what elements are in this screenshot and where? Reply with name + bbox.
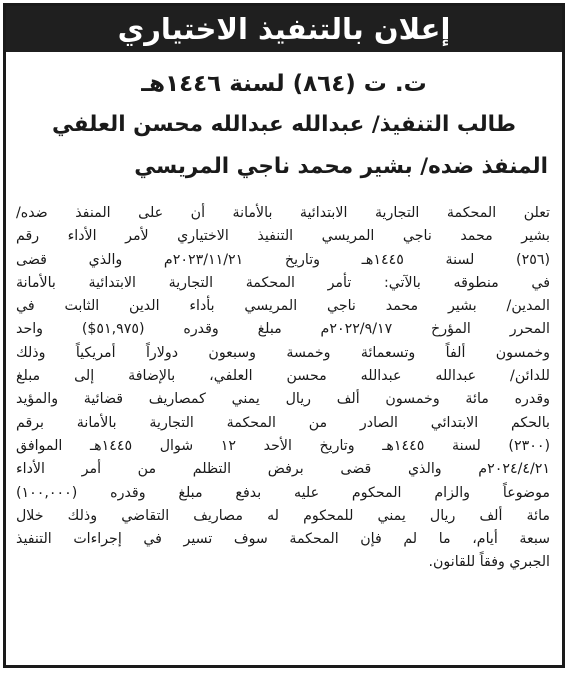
body-line: (٢٣٠٠) لسنة ١٤٤٥هـ وتاريخ الأحد ١٢ شوال ١٤٤٥هـ الموافق xyxy=(16,437,550,454)
body-line: مائة ألف ريال يمني للمحكوم له مصاريف التقاضي وذلك خلال xyxy=(16,507,550,524)
body-line: في منطوقه بالآتي: تأمر المحكمة التجارية الابتدائية بالأمانة xyxy=(16,274,550,291)
body-line: المحرر المؤرخ ٢٠٢٢/٩/١٧م مبلغ وقدره (٥١,٩٧٥$) واحد xyxy=(16,321,550,338)
body-line: موضوعاً والزام المحكوم عليه بدفع مبلغ وقدره (١٠٠,٠٠٠) xyxy=(16,484,550,501)
body-line: وخمسون ألفاً وتسعمائة وخمسة وسبعون دولاراً أمريكياً وذلك xyxy=(16,344,550,361)
body-line: تعلن المحكمة التجارية الابتدائية بالأمانة أن على المنفذ ضده/ xyxy=(16,205,550,221)
body-line: ٢٠٢٤/٤/٢١م والذي قضى برفض التظلم من أمر الأداء xyxy=(16,461,550,478)
body-line: (٢٥٦) لسنة ١٤٤٥هـ وتاريخ ٢٠٢٣/١١/٢١م والذي قضى xyxy=(16,251,550,268)
body-line: بالحكم الابتدائي الصادر من المحكمة التجارية بالأمانة برقم xyxy=(16,414,550,431)
notice-heading-block xyxy=(16,64,552,188)
body-line: المدين/ بشير محمد ناجي المريسي بأداء الدين الثابت في xyxy=(16,298,550,315)
body-line: بشير محمد ناجي المريسي التنفيذ الاختياري لأمر الأداء رقم xyxy=(16,228,550,245)
body-line: سبعة أيام، ما لم فإن المحكمة سوف تسير في إجراءات التنفيذ xyxy=(16,531,550,548)
execution-debtor: المنفذ ضده/ بشير محمد ناجي المريسي xyxy=(134,154,548,179)
body-line: الجبري وفقاً للقانون. xyxy=(428,554,550,571)
notice-header-bar xyxy=(6,6,562,52)
body-line: للدائن/ عبدالله عبدالله محسن العلفي، بالإضافة إلى مبلغ xyxy=(16,368,550,385)
case-number: ت. ت (٨٦٤) لسنة ١٤٤٦هـ xyxy=(141,71,427,97)
notice-body xyxy=(16,202,550,575)
execution-applicant: طالب التنفيذ/ عبدالله عبدالله محسن العلفي xyxy=(52,112,516,137)
notice-box xyxy=(3,3,565,668)
notice-title: إعلان بالتنفيذ الاختياري xyxy=(117,12,451,46)
body-line: وقدره مائة وخمسون ألف ريال يمني كمصاريف قضائية والمؤيد xyxy=(16,391,550,408)
